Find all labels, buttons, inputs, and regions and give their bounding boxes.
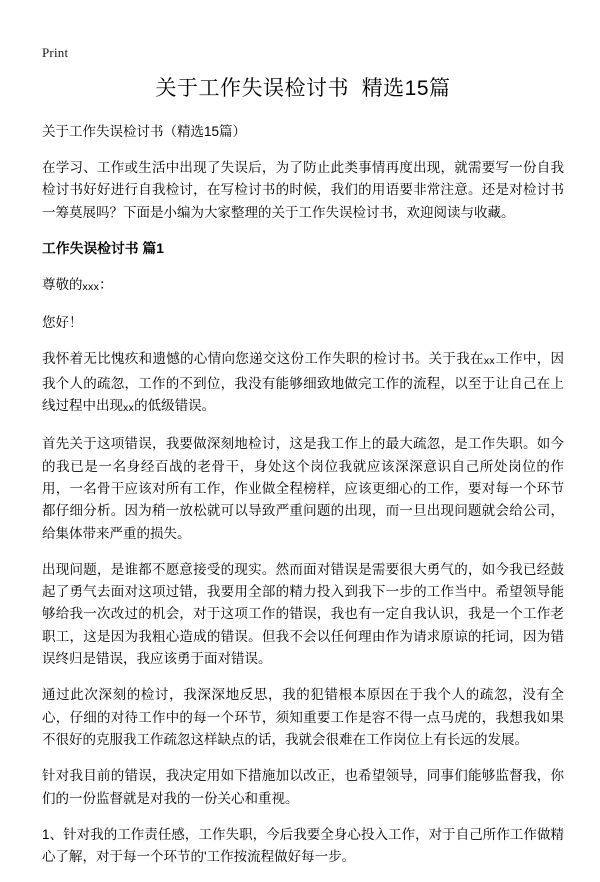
body-paragraph: 出现问题，是谁都不愿意接受的现实。然而面对错误是需要很大勇气的，如今我已经鼓起了勇气去面对这项过错，我要用全部的精力投入到我下一步的工作当中。希望领导能够给我一次改过的机会，对于这项工作的错误，我也有一定自我认识，我是一个工作老职工，这是因为我粗心造成的错误。但我不会以任何理由作为请求原谅的托词，因为错误终归是错误，我应该勇于面对错误。 (42, 561, 564, 667)
body-paragraph: 首先关于这项错误，我要做深刻地检讨，这是我工作上的最大疏忽，是工作失职。如今的我已是一名身经百战的老骨干，身处这个岗位我就应该深深意识自己所处岗位的作用，一名骨干应该对所有工作，作业做全程榜样，应该更细心的工作，要对每一个环节都仔细分析。因为稍一放松就可以导致严重问题的出现，而一旦出现问题就会给公司，给集体带来严重的损失。 (42, 436, 564, 541)
placeholder-token: xx (483, 355, 495, 368)
intro-paragraph: 在学习、工作或生活中出现了失误后，为了防止此类事情再度出现，就需要写一份自我检讨书好好进行自我检讨，在写检讨书的时候，我们的用语要非常注意。还是对检讨书一筹莫展吗？下面是小编为大家整理的关于工作失误检讨书，欢迎阅读与收藏。 (42, 160, 564, 220)
body-paragraph: 通过此次深刻的检讨，我深深地反思，我的犯错根本原因在于我个人的疏忽，没有全心，仔细的对待工作中的每一个环节，须知重要工作是容不得一点马虎的，我想我如果不很好的克服我工作疏忽这样缺点的话，我就会很难在工作岗位上有长远的发展。 (42, 687, 564, 747)
document-subtitle: 关于工作失误检讨书（精选15篇） (42, 124, 247, 139)
body-paragraph: 针对我目前的错误，我决定用如下措施加以改正，也希望领导，同事们能够监督我，你们的一份监督就是对我的一份关心和重视。 (42, 768, 564, 806)
print-label: Print (42, 45, 69, 60)
placeholder-token: xx (123, 402, 135, 415)
section-heading: 工作失误检讨书 篇1 (42, 240, 164, 256)
greeting-line: 您好！ (42, 315, 83, 331)
placeholder-token: xxx (82, 280, 100, 293)
body-paragraph: 我怀着无比愧疚和遗憾的心情向您递交这份工作失职的检讨书。关于我在xx工作中，因我个人的疏忽，工作的不到位，我没有能够细致地做完工作的流程，以至于让自己在上线过程中出现xx的低级错误。 (42, 351, 565, 415)
document-content (42, 74, 564, 882)
page-title: 关于工作失误检讨书 精选15篇 (155, 77, 451, 100)
body-paragraph-numbered: 1、针对我的工作责任感，工作失职，今后我要全身心投入工作，对于自己所作工作做精心了解，对于每一个环节的'工作按流程做好每一步。 (42, 826, 564, 865)
salutation-line: 尊敬的xxx： (42, 276, 113, 293)
